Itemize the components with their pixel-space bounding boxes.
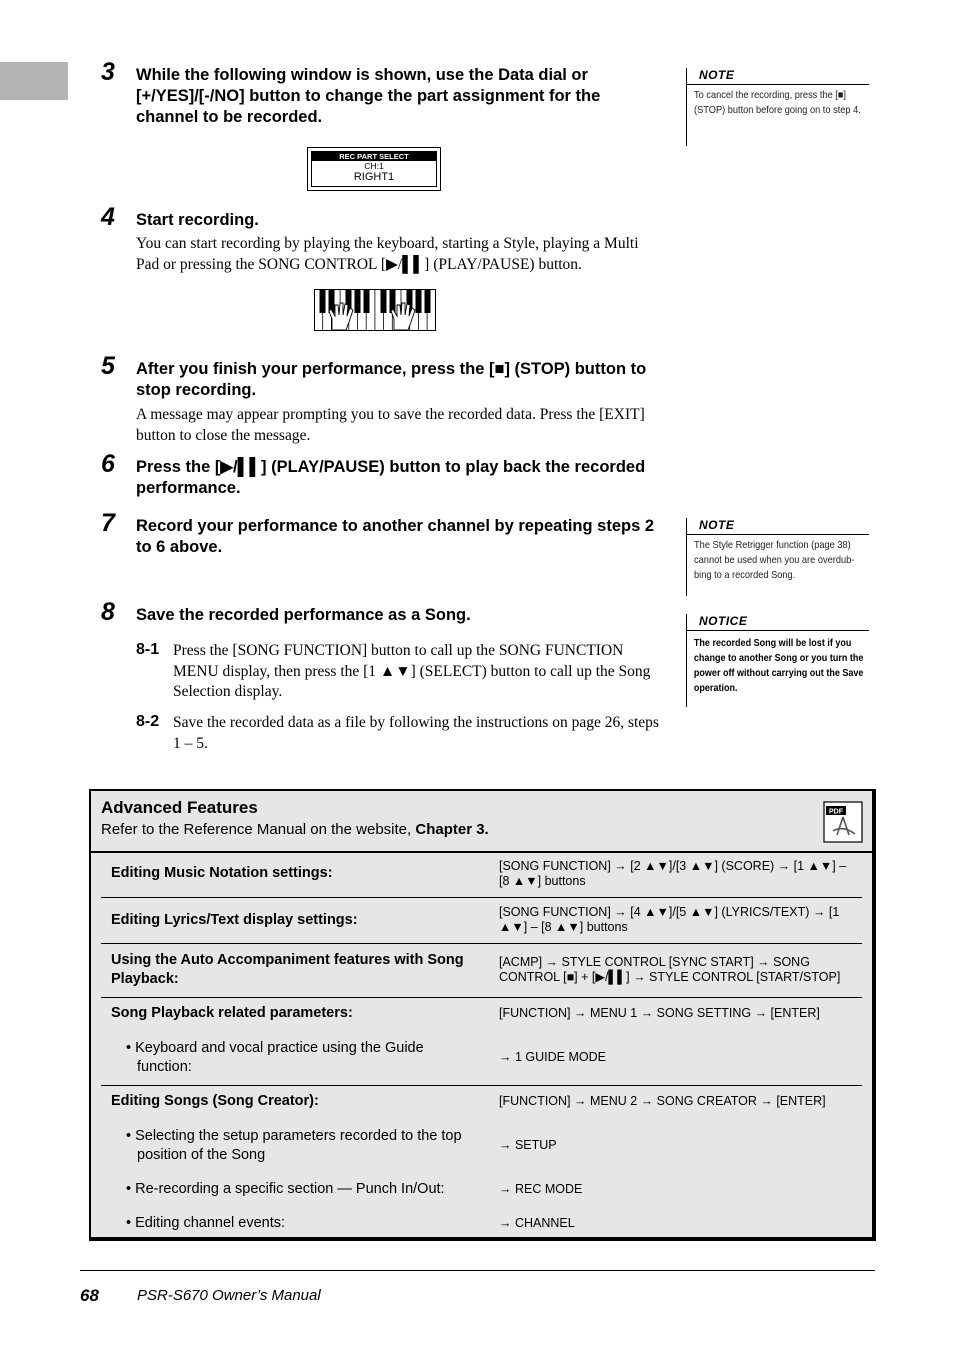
row-separator: [101, 1085, 862, 1086]
note-box: [686, 518, 869, 596]
advanced-subtitle-chapter: Chapter 3.: [415, 821, 489, 838]
row-separator: [101, 997, 862, 998]
step-heading: After you finish your performance, press the [■] (STOP) button to stop recording.: [136, 360, 647, 399]
lcd-header: REC PART SELECT: [312, 152, 436, 161]
note-text: To cancel the recording, press the [■] (STOP) button before going on to step 4.: [694, 89, 861, 116]
feature-path: [FUNCTION] → MENU 1 → SONG SETTING → [ENTER]: [499, 1006, 820, 1020]
manual-title: PSR-S670 Owner’s Manual: [137, 1287, 321, 1304]
feature-path: [FUNCTION] → MENU 2 → SONG CREATOR → [ENTER]: [499, 1094, 826, 1108]
feature-path: → CHANNEL: [499, 1216, 575, 1230]
pdf-label: PDF: [829, 808, 843, 816]
feature-bullet: • Keyboard and vocal practice using the Guide function:: [126, 1040, 424, 1075]
lcd-line2: RIGHT1: [353, 171, 395, 183]
step-heading: Save the recorded performance as a Song.: [136, 606, 471, 624]
feature-path: [SONG FUNCTION] → [4 ▲▼]/[5 ▲▼] (LYRICS/TEXT) → [1 ▲▼] – [8 ▲▼] buttons: [499, 905, 840, 934]
feature-label: Editing Music Notation settings:: [111, 865, 333, 881]
step-number: 3: [101, 58, 115, 86]
note-title: NOTE: [687, 68, 869, 85]
note-box: [686, 68, 869, 146]
feature-label: Editing Songs (Song Creator):: [111, 1093, 319, 1109]
substep-text: Press the [SONG FUNCTION] button to call up the SONG FUNCTION MENU display, then press the [1 ▲▼] (SELECT) button to call up the Song Selection display.: [173, 642, 651, 700]
feature-path: → 1 GUIDE MODE: [499, 1050, 606, 1064]
note-text: The Style Retrigger function (page 38) cannot be used when you are overdub-bing to a recorded Song.: [694, 539, 855, 581]
step-body: You can start recording by playing the keyboard, starting a Style, playing a Multi Pad or pressing the SONG CONTROL [▶/▌▌] (PLAY/PAUSE) button.: [136, 235, 639, 273]
notice-title: NOTICE: [687, 614, 869, 631]
feature-path: [ACMP] → STYLE CONTROL [SYNC START] → SONG CONTROL [■] + [▶/▌▌] → STYLE CONTROL [START/STOP]: [499, 955, 841, 984]
notice-box: [686, 614, 869, 707]
lcd-line1: CH:1: [364, 161, 384, 171]
step-number: 5: [101, 352, 115, 380]
footer-rule: [80, 1270, 875, 1271]
substep-text: Save the recorded data as a file by following the instructions on page 26, steps 1 – 5.: [173, 714, 659, 752]
row-separator: [101, 943, 862, 944]
feature-path: [SONG FUNCTION] → [2 ▲▼]/[3 ▲▼] (SCORE) → [1 ▲▼] – [8 ▲▼] buttons: [499, 859, 847, 888]
step-heading: While the following window is shown, use the Data dial or [+/YES]/[-/NO] button to change the part assignment for the channel to be recorded.: [136, 66, 601, 126]
feature-bullet: • Selecting the setup parameters recorded to the top position of the Song: [126, 1128, 462, 1163]
feature-path: → SETUP: [499, 1138, 557, 1152]
substep-number: 8-2: [136, 713, 160, 730]
step-number: 7: [101, 509, 115, 537]
note-title: NOTE: [687, 518, 869, 535]
advanced-subtitle-text: Refer to the Reference Manual on the website,: [101, 821, 416, 838]
step-heading: Start recording.: [136, 211, 259, 229]
chapter-tab: [0, 62, 68, 100]
advanced-features-box: [89, 789, 876, 1241]
feature-bullet: • Re-recording a specific section — Punch In/Out:: [126, 1181, 445, 1197]
step-heading: Press the [▶/▌▌] (PLAY/PAUSE) button to play back the recorded performance.: [136, 458, 646, 497]
advanced-subtitle: [101, 821, 489, 838]
row-separator: [101, 897, 862, 898]
page-number: 68: [80, 1286, 99, 1305]
feature-label: Editing Lyrics/Text display settings:: [111, 912, 358, 928]
step-number: 4: [101, 203, 115, 231]
step-body: A message may appear prompting you to save the recorded data. Press the [EXIT] button to close the message.: [136, 406, 645, 444]
feature-path: → REC MODE: [499, 1182, 583, 1196]
keyboard-hands-icon: [314, 289, 436, 331]
lcd-display: [307, 147, 441, 191]
step-number: 8: [101, 598, 115, 626]
feature-bullet: • Editing channel events:: [126, 1215, 286, 1231]
feature-label: Song Playback related parameters:: [111, 1005, 353, 1021]
feature-label: Using the Auto Accompaniment features with Song Playback:: [111, 952, 464, 987]
notice-text: The recorded Song will be lost if you change to another Song or you turn the power off without carrying out the Save operation.: [693, 637, 864, 694]
header-separator: [91, 851, 874, 853]
pdf-icon: [823, 801, 863, 843]
substep-number: 8-1: [136, 641, 160, 658]
advanced-title: Advanced Features: [101, 798, 258, 817]
step-number: 6: [101, 450, 115, 478]
step-heading: Record your performance to another channel by repeating steps 2 to 6 above.: [136, 517, 655, 556]
